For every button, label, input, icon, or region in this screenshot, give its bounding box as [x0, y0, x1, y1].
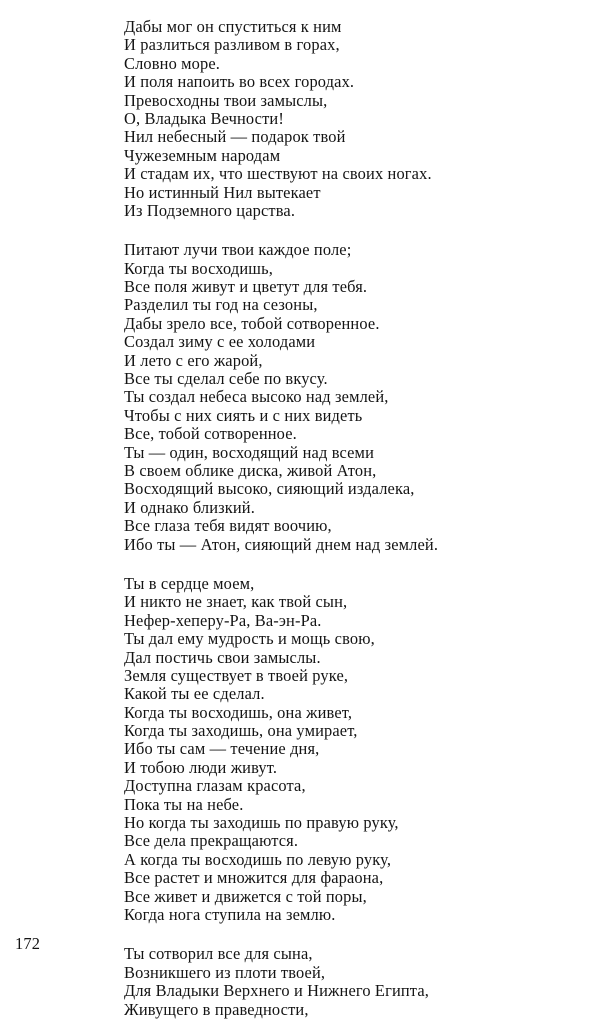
- stanza-4: [124, 945, 584, 1019]
- poem-line: Все растет и множится для фараона,: [124, 868, 384, 888]
- poem-line: Все, тобой сотворенное.: [124, 424, 297, 444]
- poem-line: Ты создал небеса высоко над землей,: [124, 387, 389, 407]
- poem-line: Разделил ты год на сезоны,: [124, 295, 318, 315]
- poem-line: Возникшего из плоти твоей,: [124, 962, 326, 982]
- poem-line: Создал зиму с ее холодами: [124, 332, 316, 352]
- poem-line: И однако близкий.: [124, 497, 255, 517]
- page-number: 172: [15, 934, 41, 953]
- poem-line: Все поля живут и цветут для тебя.: [124, 277, 368, 297]
- poem-line: И стадам их, что шествуют на своих ногах.: [124, 164, 432, 184]
- poem-line: Нефер-хеперу-Ра, Ва-эн-Ра.: [124, 610, 322, 630]
- poem-line: И поля напоить во всех городах.: [124, 72, 355, 92]
- poem-line: И никто не знает, как твой сын,: [124, 592, 348, 612]
- poem-line: Пока ты на небе.: [124, 794, 244, 814]
- poem-line: Превосходны твои замыслы,: [124, 90, 328, 110]
- poem-line: Какой ты ее сделал.: [124, 684, 265, 704]
- poem-line: Восходящий высоко, сияющий издалека,: [124, 479, 415, 499]
- poem-line: Чтобы с них сиять и с них видеть: [124, 405, 363, 425]
- poem-text: [124, 18, 584, 1019]
- poem-line: Когда ты заходишь, она умирает,: [124, 721, 358, 741]
- poem-line: Когда нога ступила на землю.: [124, 904, 336, 924]
- poem-line: Все живет и движется с той поры,: [124, 886, 367, 906]
- poem-line: Нил небесный — подарок твой: [124, 127, 346, 147]
- poem-line: Доступна глазам красота,: [124, 776, 306, 796]
- stanza-3: [124, 575, 584, 924]
- poem-line: Словно море.: [124, 53, 221, 73]
- poem-line: О, Владыка Вечности!: [124, 108, 284, 128]
- poem-line: Ибо ты — Атон, сияющий днем над землей.: [124, 534, 439, 554]
- poem-line: Дал постичь свои замыслы.: [124, 647, 321, 667]
- poem-line: Из Подземного царства.: [124, 200, 296, 220]
- poem-line: Ты сотворил все для сына,: [124, 944, 313, 964]
- poem-line: Когда ты восходишь,: [124, 258, 273, 278]
- poem-line: Живущего в праведности,: [124, 999, 309, 1019]
- poem-line: Когда ты восходишь, она живет,: [124, 702, 353, 722]
- poem-line: Чужеземным народам: [124, 145, 281, 165]
- poem-line: Для Владыки Верхнего и Нижнего Египта,: [124, 981, 429, 1001]
- poem-line: Земля существует в твоей руке,: [124, 665, 349, 685]
- poem-line: Но когда ты заходишь по правую руку,: [124, 813, 399, 833]
- poem-line: Все глаза тебя видят воочию,: [124, 516, 332, 536]
- stanza-1: [124, 18, 584, 220]
- poem-line: И разлиться разливом в горах,: [124, 35, 340, 55]
- poem-line: Питают лучи твои каждое поле;: [124, 240, 352, 260]
- poem-line: Все ты сделал себе по вкусу.: [124, 369, 328, 389]
- poem-line: Ты дал ему мудрость и мощь свою,: [124, 629, 375, 649]
- poem-line: Все дела прекращаются.: [124, 831, 299, 851]
- poem-line: В своем облике диска, живой Атон,: [124, 460, 377, 480]
- poem-line: Ты — один, восходящий над всеми: [124, 442, 374, 462]
- poem-line: И тобою люди живут.: [124, 757, 278, 777]
- poem-line: Ты в сердце моем,: [124, 573, 255, 593]
- poem-line: И лето с его жарой,: [124, 350, 263, 370]
- stanza-2: [124, 241, 584, 554]
- poem-line: Дабы зрело все, тобой сотворенное.: [124, 313, 380, 333]
- poem-line: Но истинный Нил вытекает: [124, 182, 321, 202]
- poem-line: А когда ты восходишь по левую руку,: [124, 849, 392, 869]
- poem-line: Ибо ты сам — течение дня,: [124, 739, 320, 759]
- poem-line: Дабы мог он спуститься к ним: [124, 17, 342, 36]
